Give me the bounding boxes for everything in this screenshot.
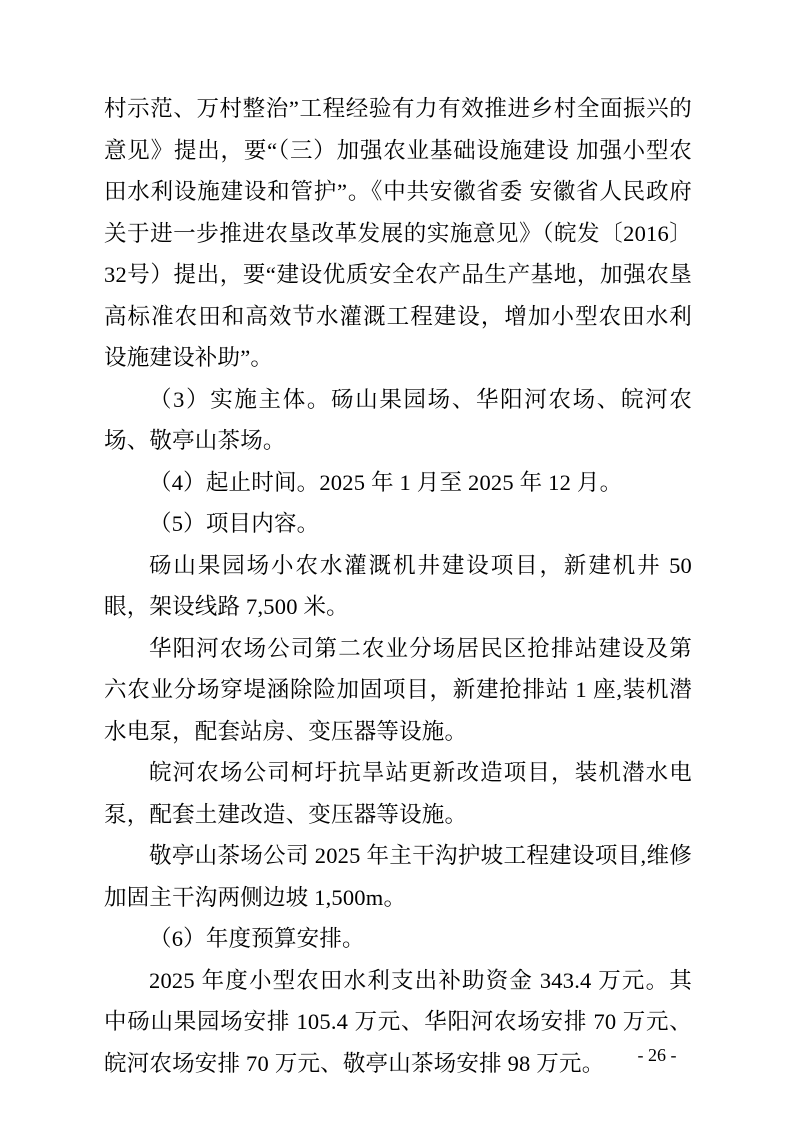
document-body: [104, 88, 692, 1084]
paragraph: 华阳河农场公司第二农业分场居民区抢排站建设及第六农业分场穿堤涵除险加固项目，新建抢排站 1 座,装机潜水电泵，配套站房、变压器等设施。: [104, 635, 692, 744]
paragraph: （6）年度预算安排。: [149, 926, 365, 951]
paragraph: 砀山果园场小农水灌溉机井建设项目，新建机井 50 眼，架设线路 7,500 米。: [104, 552, 692, 619]
paragraph: 村示范、万村整治”工程经验有力有效推进乡村全面振兴的意见》提出，要“（三）加强农业基础设施建设 加强小型农田水利设施建设和管护”。《中共安徽省委 安徽省人民政府关于进一步推进农垦改革发展的实施意见》（皖发〔2016〕32号）提出，要“建设优质安全农产品生产基地，加强农垦高标准农田和高效节水灌溉工程建设，增加小型农田水利设施建设补助”。: [104, 96, 692, 370]
paragraph: （3）实施主体。砀山果园场、华阳河农场、皖河农场、敬亭山茶场。: [104, 386, 692, 453]
page-number: [0, 1045, 794, 1066]
paragraph: （4）起止时间。2025 年 1 月至 2025 年 12 月。: [149, 469, 623, 495]
page-number-label: - 26 -: [637, 1045, 677, 1065]
paragraph: 敬亭山茶场公司 2025 年主干沟护坡工程建设项目,维修加固主干沟两侧边坡 1,500m。: [104, 843, 692, 910]
paragraph: （5）项目内容。: [149, 511, 320, 536]
paragraph: 2025 年度小型农田水利支出补助资金 343.4 万元。其中砀山果园场安排 105.4 万元、华阳河农场安排 70 万元、皖河农场安排 70 万元、敬亭山茶场安排 98 万元。: [104, 967, 692, 1076]
paragraph: 皖河农场公司柯圩抗旱站更新改造项目，装机潜水电泵，配套土建改造、变压器等设施。: [104, 760, 692, 827]
